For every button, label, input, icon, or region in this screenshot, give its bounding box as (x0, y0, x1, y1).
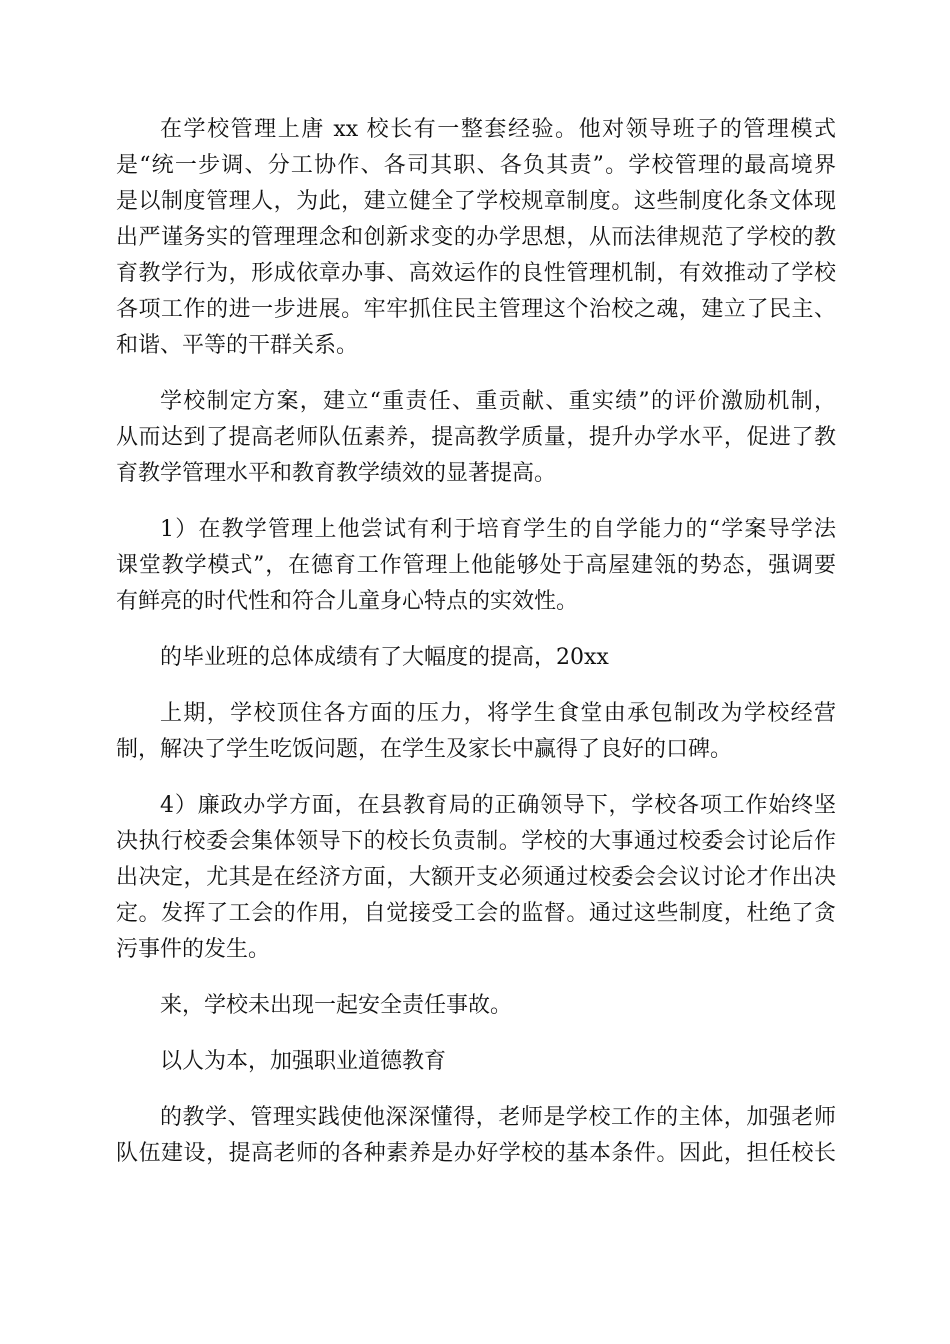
text-line: 出严谨务实的管理理念和创新求变的办学思想，从而法律规范了学校的教 (116, 225, 836, 250)
paragraph-incentive-mechanism (116, 384, 836, 492)
text-line: 在学校管理上唐 xx 校长有一整套经验。他对领导班子的管理模式 (160, 117, 836, 142)
paragraph-teacher-team (116, 1100, 836, 1172)
text-line: 4）廉政办学方面，在县教育局的正确领导下，学校各项工作始终坚 (160, 793, 836, 818)
paragraph-graduating-class (116, 640, 836, 676)
text-line: 是以制度管理人，为此，建立健全了学校规章制度。这些制度化条文体现 (116, 189, 836, 214)
text-line: 学校制定方案，建立“重责任、重贡献、重实绩”的评价激励机制， (160, 389, 836, 414)
text-line: 各项工作的进一步进展。牢牢抓住民主管理这个治校之魂，建立了民主、 (116, 297, 836, 322)
document-body (116, 112, 836, 1192)
text-line: 育教学行为，形成依章办事、高效运作的良性管理机制，有效推动了学校 (116, 261, 836, 286)
text-line: 定。发挥了工会的作用，自觉接受工会的监督。通过这些制度，杜绝了贪 (116, 901, 836, 926)
paragraph-ethics-heading (116, 1044, 836, 1080)
text-line: 育教学管理水平和教育教学绩效的显著提高。 (116, 461, 557, 486)
text-line: 上期，学校顶住各方面的压力，将学生食堂由承包制改为学校经营 (160, 701, 836, 726)
text-line: 队伍建设，提高老师的各种素养是办好学校的基本条件。因此，担任校长 (116, 1141, 836, 1166)
text-line: 污事件的发生。 (116, 937, 271, 962)
text-line: 从而达到了提高老师队伍素养，提高教学质量，提升办学水平，促进了教 (116, 425, 836, 450)
text-line: 决执行校委会集体领导下的校长负责制。学校的大事通过校委会讨论后作 (116, 829, 836, 854)
paragraph-management-experience (116, 112, 836, 364)
paragraph-integrity (116, 788, 836, 968)
text-line: 制，解决了学生吃饭问题，在学生及家长中赢得了良好的口碑。 (116, 737, 733, 762)
text-line: 课堂教学模式”，在德育工作管理上他能够处于高屋建瓴的势态，强调要 (116, 553, 836, 578)
text-line: 出决定，尤其是在经济方面，大额开支必须通过校委会会议讨论才作出决 (116, 865, 836, 890)
text-line: 以人为本，加强职业道德教育 (160, 1049, 447, 1074)
paragraph-safety (116, 988, 836, 1024)
text-line: 的毕业班的总体成绩有了大幅度的提高，20xx (160, 645, 609, 670)
paragraph-teaching-management (116, 512, 836, 620)
text-line: 1）在教学管理上他尝试有利于培育学生的自学能力的“学案导学法 (160, 517, 836, 542)
text-line: 是“统一步调、分工协作、各司其职、各负其责”。学校管理的最高境界 (116, 153, 836, 178)
text-line: 来，学校未出现一起安全责任事故。 (160, 993, 513, 1018)
text-line: 的教学、管理实践使他深深懂得，老师是学校工作的主体，加强老师 (160, 1105, 836, 1130)
text-line: 和谐、平等的干群关系。 (116, 333, 359, 358)
paragraph-canteen (116, 696, 836, 768)
text-line: 有鲜亮的时代性和符合儿童身心特点的实效性。 (116, 589, 579, 614)
